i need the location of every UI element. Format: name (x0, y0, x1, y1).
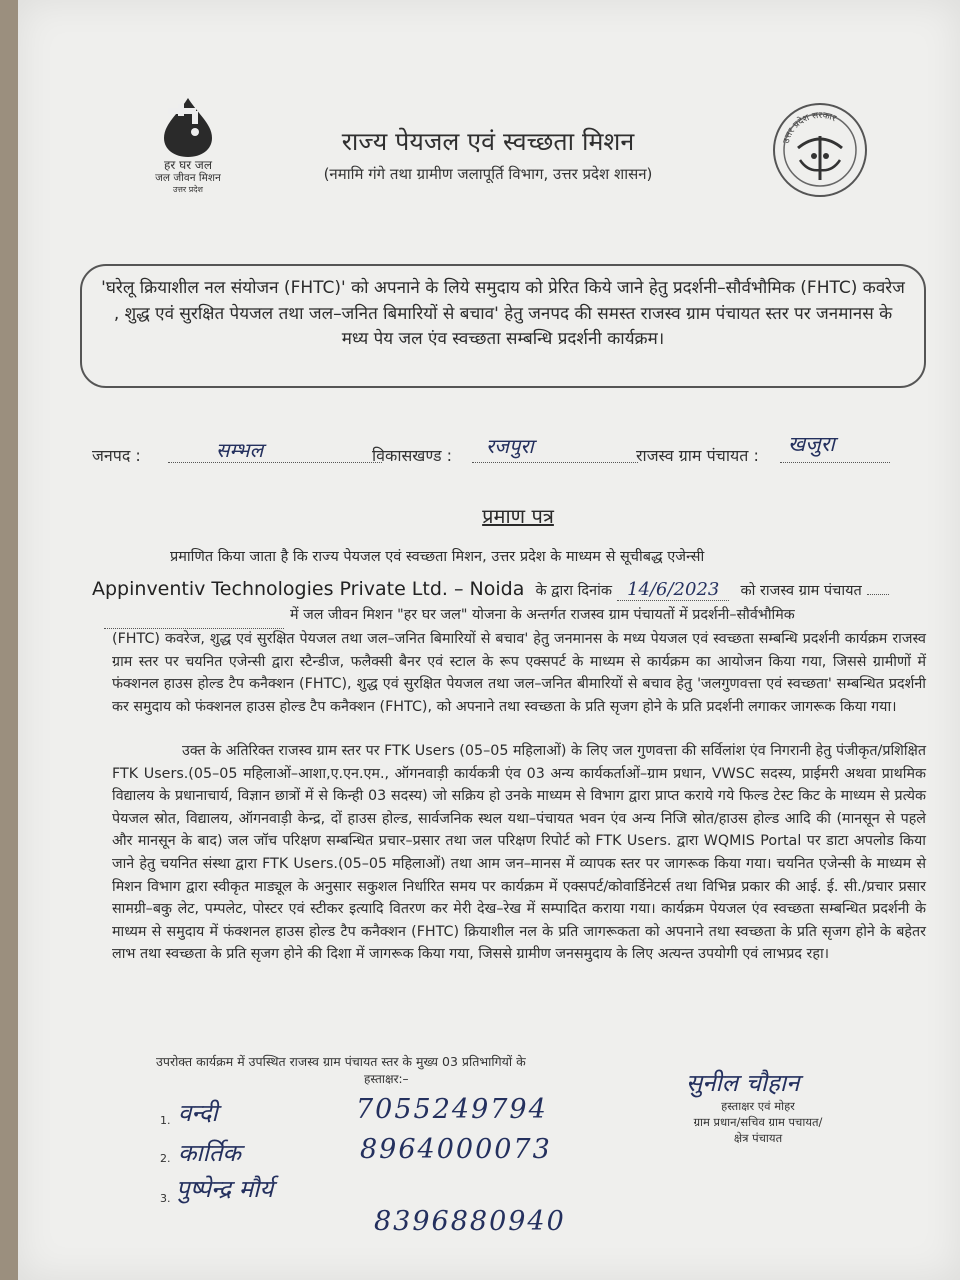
signature-caption-1: हस्ताक्षर एवं मोहर (721, 1099, 795, 1113)
certificate-heading: प्रमाण पत्र (482, 504, 554, 528)
dotted-fill (867, 594, 889, 595)
signature-block (658, 1098, 858, 1146)
signature-caption-3: क्षेत्र पंचायत (733, 1131, 783, 1145)
signature-caption-2: ग्राम प्रधान/सचिव ग्राम पचायत/ (693, 1115, 823, 1129)
logo-caption-line1: हर घर जल (164, 158, 212, 172)
participant-3-name: पुष्पेन्द्र मौर्य (176, 1175, 274, 1203)
participant-3-phone: 8396880940 (374, 1206, 566, 1237)
water-drop-icon (138, 96, 238, 158)
body-line-3: में जल जीवन मिशन "हर घर जल" योजना के अन्तर्गत राजस्व ग्राम पंचायतों में प्रदर्शनी–सौर्वभौमिक (290, 607, 795, 623)
emblem-icon (770, 100, 870, 200)
district-line (168, 442, 382, 463)
official-signature: सुनील चौहान (686, 1069, 800, 1097)
agency-name: Appinventiv Technologies Private Ltd. – Noida (92, 578, 525, 600)
org-title: राज्य पेयजल एवं स्वच्छता मिशन (341, 127, 635, 156)
participant-3-num: 3. (160, 1192, 171, 1205)
participant-1-name: वन्दी (178, 1099, 218, 1127)
up-government-emblem (770, 100, 870, 200)
participants-label-2: हस्ताक्षर:– (364, 1072, 409, 1086)
block-label: विकासखण्ड : (372, 446, 453, 465)
emblem-text: उत्तर प्रदेश सरकार (781, 110, 838, 145)
district-label: जनपद : (92, 446, 141, 465)
district-value: सम्भल (216, 438, 264, 462)
panchayat-label: राजस्व ग्राम पंचायत : (636, 446, 759, 465)
logo-caption-line2: जल जीवन मिशन (155, 172, 221, 184)
program-date: 14/6/2023 (617, 579, 729, 601)
logo-caption-line3: उत्तर प्रदेश (173, 185, 203, 194)
participant-1-phone: 7055249794 (356, 1094, 548, 1125)
body-line-2 (92, 578, 942, 600)
block-value: रजपुरा (486, 434, 534, 458)
document-page (18, 0, 960, 1280)
body-line-1: प्रमाणित किया जाता है कि राज्य पेयजल एवं स्वच्छता मिशन, उत्तर प्रदेश के माध्यम से सूचीबद्ध एजेन्सी (170, 549, 705, 565)
date-label: के द्वारा दिनांक (535, 583, 612, 599)
org-subtitle: (नमामि गंगे तथा ग्रामीण जलापूर्ति विभाग, उत्तर प्रदेश शासन) (323, 165, 653, 183)
body-paragraph-1: (FHTC) कवरेज, शुद्ध एवं सुरक्षित पेयजल तथा जल–जनित बिमारियों से बचाव' हेतु जनमानस के मध्य पेयजल एवं स्वच्छता सम्बन्धि प्रदर्शनी कार्यक्रम राजस्व ग्राम स्तर पर चयनित एजेन्सी द्वारा स्टैन्डीज, फलैक्सी बैनर एवं स्टाल के रूप एक्सपर्ट के माध्यम से कार्यक्रम का आयोजन किया गया, जिससे ग्रामीणों में फंक्शनल हाउस होल्ड टैप कनैक्शन (FHTC), शुद्ध एवं सुरक्षित पेयजल तथा जल–जनित बीमारियों से बचाव हेतु 'जलगुणवत्ता एवं स्वच्छता' सम्बन्धित प्रदर्शनी कर समुदाय को फंक्शनल हाउस होल्ड टैप कनैक्शन (FHTC), को अपनाने तथा स्वच्छता के प्रति सृजग होने के प्रति प्रदर्शनी लगाकर जागरूक किया गया। (112, 631, 926, 715)
panchayat-ref: को राजस्व ग्राम पंचायत (740, 583, 862, 599)
participant-2-num: 2. (160, 1152, 171, 1165)
body-paragraph-2: उक्त के अतिरिक्त राजस्व ग्राम स्तर पर FTK Users (05–05 महिलाओं) के लिए जल गुणवत्ता की सर्विलांश एंव निगरानी हेतु पंजीकृत/प्रशिक्षित FTK Users.(05–05 महिलाओं–आशा,ए.एन.एम., ऑगनवाड़ी कार्यकत्री एंव 03 अन्य कार्यकर्ताओं–ग्राम प्रधान, VWSC सदस्य, प्राईमरी अथवा प्राथमिक विद्यालय के प्रधानाचार्य, विज्ञान छात्रों में से किन्ही 03 सदस्य) जो सक्रिय हो उनके माध्यम से विभाग द्वारा प्राप्त कराये गये फिल्ड टेस्ट किट के माध्यम से प्रत्येक पेयजल स्रोत, विद्यालय, ऑगनवाड़ी केन्द्र, दों हाउस होल्ड, सार्वजनिक स्थल यथा–पंचायत भवन एंव अन्य निजि स्रोत/हाउस होल्ड आदि की (मानसून से पहले और मानसून के बाद) जल जॉच परिक्षण सम्बन्धित प्रचार–प्रसार तथा जल परिक्षण रिपोर्ट को FTK Users. द्वारा WQMIS Portal पर डाटा अपलोड किया जाने हेतु चयनित संस्था द्वारा FTK Users.(05–05 महिलाओं) तथा आम जन–मानस में व्यापक स्तर पर जागरूक किया गया। चयनित एजेन्सी के माध्यम से मिशन विभाग द्वारा स्वीकृत माड्यूल के अनुसार सकुशल निर्धारित समय पर कार्यक्रम में एक्सपर्ट/कोवार्डिनेटर्स तथा विभिन्न प्रकार की आई. ई. सी./प्रचार प्रसार सामग्री–बकु लेट, पम्पलेट, पोस्टर एवं स्टीकर इत्यादि वितरण कर मेरी देख–रेख में सम्पादित कराया गया। कार्यक्रम पेयजल एंव स्वच्छता सम्बन्धित प्रदर्शनी के माध्यम से समुदाय में फंक्शनल हाउस होल्ड टैप कनैक्शन (FHTC) क्रियाशील नल के प्रति जागरूकता को अपनाने तथा स्वच्छता के प्रति सृजग होने के बहेतर लाभ तथा स्वच्छता के प्रति सृजग होने की दिशा में जागरूक किया गया, जिससे ग्रामीण जनसमुदाय के लिए अत्यन्त उपयोगी एवं लाभप्रद रहा। (112, 743, 926, 963)
participant-2-name: कार्तिक (178, 1139, 241, 1167)
panchayat-value: खजुरा (788, 432, 835, 456)
participant-2-phone: 8964000073 (360, 1134, 552, 1165)
participants-label: उपरोक्त कार्यक्रम में उपस्थित राजस्व ग्राम पंचायत स्तर के मुख्य 03 प्रतिभागियों के (156, 1054, 526, 1069)
participant-1-num: 1. (160, 1114, 171, 1127)
subject-box (80, 264, 926, 388)
subject-text: 'घरेलू क्रियाशील नल संयोजन (FHTC)' को अपनाने के लिये समुदाय को प्रेरित किये जाने हेतु प्रदर्शनी–सौर्वभौमिक (FHTC) कवरेज , शुद्ध एवं सुरक्षित पेयजल तथा जल–जनित बिमारियों से बचाव' हेतु जनपद की समस्त राजस्व ग्राम पंचायत स्तर पर जनमानस के मध्य पेय जल एंव स्वच्छता सम्बन्धि प्रदर्शनी कार्यक्रम। (101, 278, 905, 349)
